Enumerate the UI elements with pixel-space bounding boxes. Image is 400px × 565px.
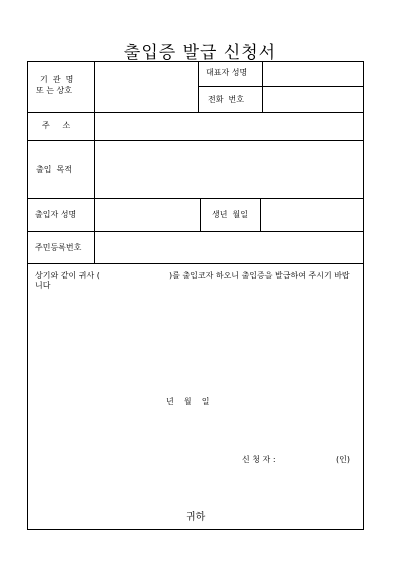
statement-part3: 니다 [35,281,51,290]
birth-date-label: 생년 월일 [212,210,248,219]
representative-name-label: 대표자 성명 [206,68,248,77]
row-divider [28,140,364,141]
column-divider [200,198,201,231]
column-divider [260,198,261,231]
purpose-field[interactable] [96,142,362,196]
recipient-label: 귀하 [186,512,206,523]
representative-name-field[interactable] [264,64,362,85]
row-divider [28,231,364,232]
column-divider [198,62,199,112]
column-divider [94,62,95,263]
address-field[interactable] [96,114,362,138]
row-divider [28,112,364,113]
row-divider [28,263,364,264]
column-divider [262,62,263,112]
org-trade-name-label: 또 는 상호 [36,86,72,95]
date-line: 년 월 일 [166,397,210,406]
phone-field[interactable] [264,88,362,110]
birth-date-field[interactable] [262,200,362,229]
applicant-label: 신 청 자 : [242,455,276,464]
phone-label: 전화 번호 [208,95,244,104]
row-divider [198,86,364,87]
application-form [27,61,364,530]
statement-part1: 상기와 같이 귀사 ( [35,271,100,280]
applicant-name-field[interactable] [286,452,336,466]
org-name-label: 기 관 명 [40,75,74,84]
visitor-name-field[interactable] [96,200,198,229]
visitor-name-label: 출입자 성명 [35,210,77,219]
company-name-blank[interactable] [108,269,168,281]
resident-number-label: 주민등록번호 [35,243,82,252]
org-name-field[interactable] [96,64,196,110]
form-title: 출입증 발급 신청서 [123,43,277,63]
address-label: 주 소 [42,121,71,130]
statement-part2: )를 출입코자 하오니 출입증을 발급하여 주시기 바랍 [169,271,350,280]
row-divider [28,198,364,199]
resident-number-field[interactable] [96,233,362,261]
seal-mark: (인) [336,455,350,464]
purpose-label: 출입 목적 [36,165,72,174]
